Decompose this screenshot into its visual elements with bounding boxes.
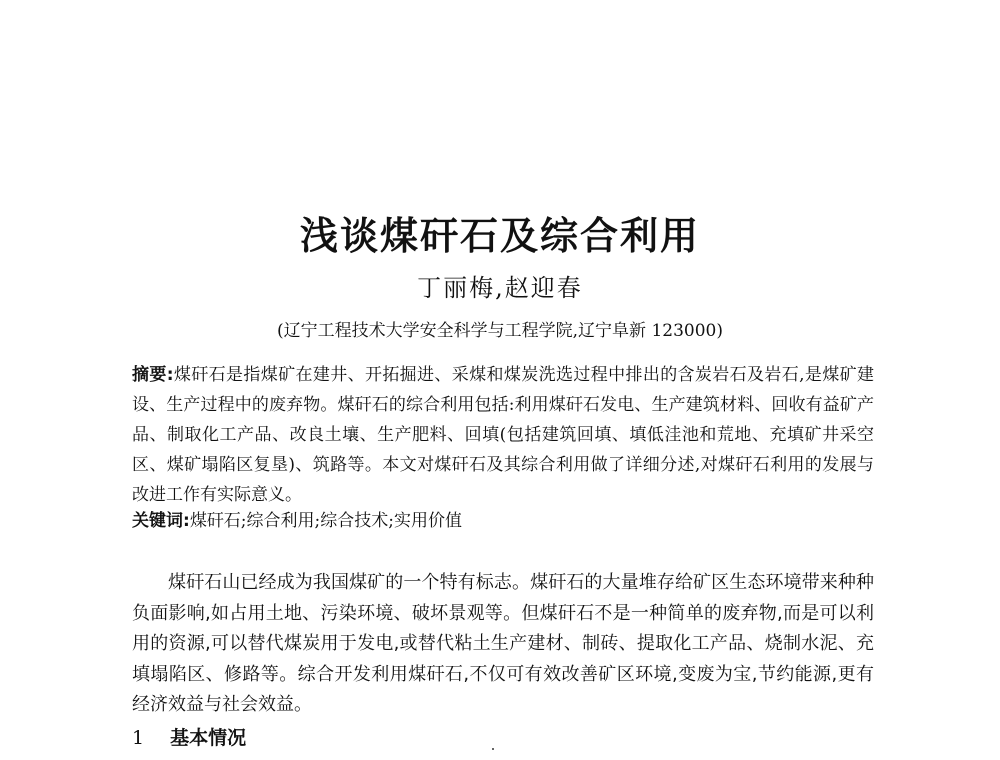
keywords-text: 煤矸石;综合利用;综合技术;实用价值 [189,511,462,531]
abstract-label: 摘要: [132,365,174,385]
keywords [132,506,874,536]
intro-paragraph: 煤矸石山已经成为我国煤矿的一个特有标志。煤矸石的大量堆存给矿区生态环境带来种种负面影响,如占用土地、污染环境、破坏景观等。但煤矸石不是一种简单的废弃物,而是可以利用的资源,可以替代煤炭用于发电,或替代粘土生产建材、制砖、提取化工产品、烧制水泥、充填塌陷区、修路等。综合开发利用煤矸石,不仅可有效改善矿区环境,变废为宝,节约能源,更有经济效益与社会效益。 [132,572,874,715]
abstract-text: 煤矸石是指煤矿在建井、开拓掘进、采煤和煤炭洗选过程中排出的含炭岩石及岩石,是煤矿建设、生产过程中的废弃物。煤矸石的综合利用包括:利用煤矸石发电、生产建筑材料、回收有益矿产品、制取化工产品、改良土壤、生产肥料、回填(包括建筑回填、填低洼池和荒地、充填矿井采空区、煤矿塌陷区复垦)、筑路等。本文对煤矸石及其综合利用做了详细分述,对煤矸石利用的发展与改进工作有实际意义。 [132,365,874,505]
paper-authors: 丁丽梅,赵迎春 [417,274,583,302]
keywords-label: 关键词: [132,511,190,531]
scan-artifact-dot [492,748,494,750]
section-heading [132,724,246,752]
paper-title: 浅谈煤矸石及综合利用 [299,213,700,258]
section-number: 1 [132,727,145,749]
abstract [132,360,874,510]
paper-affiliation: (辽宁工程技术大学安全科学与工程学院,辽宁阜新 123000) [277,321,723,341]
section-title: 基本情况 [170,727,247,749]
